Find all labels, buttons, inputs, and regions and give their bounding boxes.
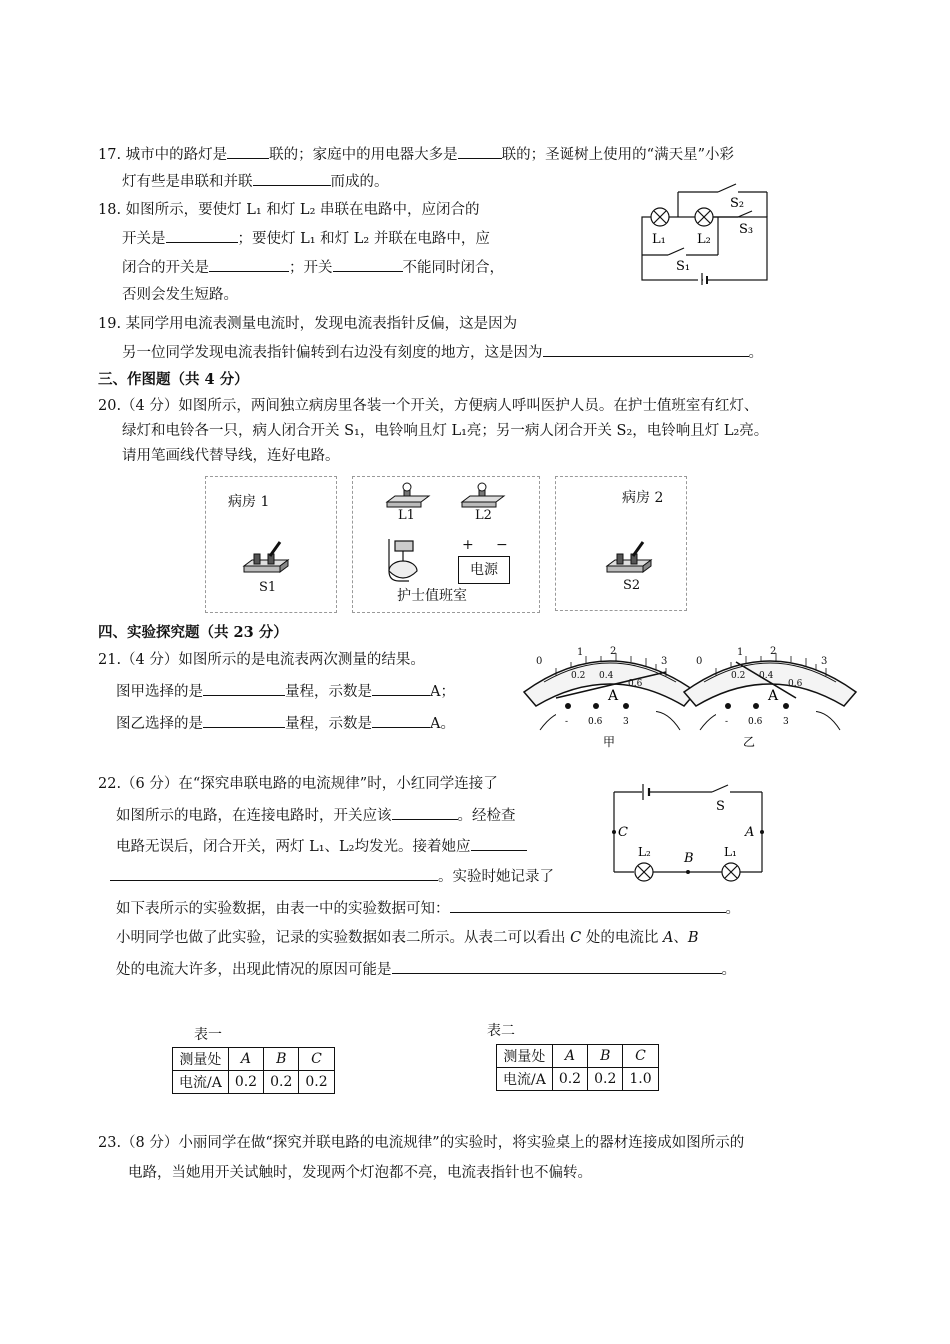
- q22-line6: 小明同学也做了此实验，记录的实验数据如表二所示。从表二可以看出 C 处的电流比 A、B: [116, 930, 699, 946]
- scale-top-0: 0: [696, 656, 703, 667]
- table-header-row: [173, 1048, 335, 1071]
- q18-line4: 否则会发生短路。: [122, 287, 238, 303]
- table-cell: C: [623, 1045, 658, 1068]
- answer-blank[interactable]: [333, 257, 403, 272]
- section-3-heading: 三、作图题（共 4 分）: [98, 371, 249, 388]
- ammeter-jia-label: 甲: [603, 735, 616, 749]
- scale-top-2: 2: [770, 646, 777, 657]
- q21-line3: 图乙选择的是 量程，示数是 A。: [116, 713, 455, 734]
- label-s3: S₃: [739, 222, 754, 237]
- answer-blank[interactable]: [471, 836, 527, 851]
- scale-bottom-04: 0.4: [759, 671, 774, 681]
- section-4-heading: 四、实验探究题（共 23 分）: [98, 624, 288, 641]
- table-cell: 0.2: [228, 1071, 263, 1094]
- lamp-l2-label: L2: [475, 508, 492, 523]
- answer-blank[interactable]: [253, 171, 331, 186]
- table-cell: 0.2: [264, 1071, 299, 1094]
- room2-label: 病房 2: [622, 490, 664, 506]
- q22-line3: 电路无误后，闭合开关，两灯 L₁、L₂均发光。接着她应: [116, 836, 527, 857]
- label-l2: L₂: [697, 232, 711, 247]
- switch-s2-icon: [603, 540, 655, 580]
- q18-circuit-diagram: [630, 180, 775, 285]
- answer-blank[interactable]: [209, 257, 289, 272]
- table-cell: 电流/A: [173, 1071, 229, 1094]
- scale-top-3: 3: [661, 656, 668, 667]
- answer-blank[interactable]: [372, 713, 430, 728]
- q20-line3: 请用笔画线代替导线，连好电路。: [122, 448, 340, 464]
- table2-title: 表二: [487, 1023, 515, 1039]
- q19-line2: 另一位同学发现电流表指针偏转到右边没有刻度的地方，这是因为 。: [122, 342, 763, 363]
- answer-blank[interactable]: [227, 144, 269, 159]
- answer-blank[interactable]: [372, 681, 430, 696]
- answer-blank[interactable]: [543, 342, 749, 357]
- answer-blank[interactable]: [392, 959, 722, 974]
- q22-line7: 处的电流大许多，出现此情况的原因可能是 。: [116, 959, 736, 980]
- table-cell: 测量处: [497, 1045, 553, 1068]
- answer-blank[interactable]: [458, 144, 502, 159]
- answer-blank[interactable]: [166, 228, 238, 243]
- power-source-box: 电源: [458, 556, 510, 584]
- label-l1: L₁: [724, 845, 737, 859]
- terminal-3: 3: [783, 717, 789, 727]
- answer-blank[interactable]: [450, 898, 726, 913]
- table-cell: B: [588, 1045, 623, 1068]
- scale-bottom-04: 0.4: [599, 671, 614, 681]
- label-s: S: [716, 799, 725, 814]
- nurse-room-label: 护士值班室: [397, 588, 467, 604]
- power-plus: +: [462, 537, 474, 553]
- terminal-3: 3: [623, 717, 629, 727]
- label-l2: L₂: [638, 845, 651, 859]
- q22-line4: 。实验时她记录了: [110, 866, 554, 887]
- table-row: [173, 1071, 335, 1094]
- table1-title: 表一: [194, 1027, 222, 1043]
- table2: [496, 1044, 659, 1091]
- answer-blank[interactable]: [110, 866, 438, 881]
- label-a: A: [745, 825, 755, 840]
- scale-top-3: 3: [821, 656, 828, 667]
- scale-bottom-06: 0.6: [788, 679, 803, 689]
- scale-bottom-02: 0.2: [731, 671, 746, 681]
- switch-s1-label: S1: [259, 580, 277, 595]
- table-cell: 0.2: [588, 1068, 623, 1091]
- table-row: [497, 1068, 659, 1091]
- q20-line1: 20.（4 分）如图所示，两间独立病房里各装一个开关，方便病人呼叫医护人员。在护士值班室有红灯、: [98, 398, 759, 414]
- scale-top-2: 2: [610, 646, 617, 657]
- scale-top-0: 0: [536, 656, 543, 667]
- q22-circuit-diagram: [600, 780, 780, 890]
- scale-bottom-06: 0.6: [628, 679, 643, 689]
- table-cell: A: [228, 1048, 263, 1071]
- table-header-row: [497, 1045, 659, 1068]
- switch-s2-label: S2: [623, 578, 641, 593]
- table-cell: 0.2: [299, 1071, 334, 1094]
- scale-bottom-02: 0.2: [571, 671, 586, 681]
- label-c: C: [618, 825, 628, 840]
- label-s2: S₂: [730, 196, 745, 211]
- table-cell: 1.0: [623, 1068, 658, 1091]
- label-s1: S₁: [676, 259, 691, 274]
- table1: [172, 1047, 335, 1094]
- switch-s1-icon: [240, 540, 292, 580]
- terminal-minus: -: [565, 717, 569, 727]
- table-cell: A: [552, 1045, 587, 1068]
- table-cell: 0.2: [552, 1068, 587, 1091]
- table-cell: C: [299, 1048, 334, 1071]
- q22-line2: 如图所示的电路，在连接电路时，开关应该 。经检查: [116, 805, 516, 826]
- label-b: B: [684, 851, 694, 866]
- q18-line1: 18. 如图所示，要使灯 L₁ 和灯 L₂ 串联在电路中，应闭合的: [98, 202, 480, 218]
- ammeter-yi-label: 乙: [743, 735, 756, 749]
- table-cell: 电流/A: [497, 1068, 553, 1091]
- q19-line1: 19. 某同学用电流表测量电流时，发现电流表指针反偏，这是因为: [98, 316, 518, 332]
- terminal-06: 0.6: [588, 717, 603, 727]
- electric-bell-icon: [383, 535, 425, 587]
- q17-line2: 灯有些是串联和并联 而成的。: [122, 171, 389, 192]
- q22-line1: 22.（6 分）在“探究串联电路的电流规律”时，小红同学连接了: [98, 776, 498, 792]
- ammeter-unit: A: [768, 688, 779, 704]
- q21-line1: 21.（4 分）如图所示的是电流表两次测量的结果。: [98, 652, 425, 668]
- q22-line5: 如下表所示的实验数据，由表一中的实验数据可知： 。: [116, 898, 740, 919]
- scale-top-1: 1: [577, 647, 584, 658]
- q23-line1: 23.（8 分）小丽同学在做“探究并联电路的电流规律”的实验时，将实验桌上的器材连接成如图所示的: [98, 1135, 745, 1151]
- terminal-minus: -: [725, 717, 729, 727]
- q18-line2: 开关是 ；要使灯 L₁ 和灯 L₂ 并联在电路中，应: [122, 228, 490, 249]
- q20-line2: 绿灯和电铃各一只，病人闭合开关 S₁，电铃响且灯 L₁亮；另一病人闭合开关 S₂，电铃响且灯 L₂亮。: [122, 423, 769, 439]
- lamp-l1-label: L1: [398, 508, 415, 523]
- scale-top-1: 1: [737, 647, 744, 658]
- answer-blank[interactable]: [392, 805, 458, 820]
- table-cell: 测量处: [173, 1048, 229, 1071]
- label-l1: L₁: [652, 232, 666, 247]
- q18-line3: 闭合的开关是 ；开关 不能同时闭合，: [122, 257, 504, 278]
- room1-label: 病房 1: [228, 494, 270, 510]
- table-cell: B: [264, 1048, 299, 1071]
- q21-line2: 图甲选择的是 量程，示数是 A；: [116, 681, 455, 702]
- q17-line1: 17. 城市中的路灯是 联的；家庭中的用电器大多是 联的；圣诞树上使用的“满天星”小彩: [98, 144, 734, 165]
- answer-blank[interactable]: [203, 713, 285, 728]
- terminal-06: 0.6: [748, 717, 763, 727]
- answer-blank[interactable]: [203, 681, 285, 696]
- q23-line2: 电路，当她用开关试触时，发现两个灯泡都不亮，电流表指针也不偏转。: [128, 1165, 592, 1181]
- power-minus: −: [496, 537, 508, 553]
- ammeter-unit: A: [608, 688, 619, 704]
